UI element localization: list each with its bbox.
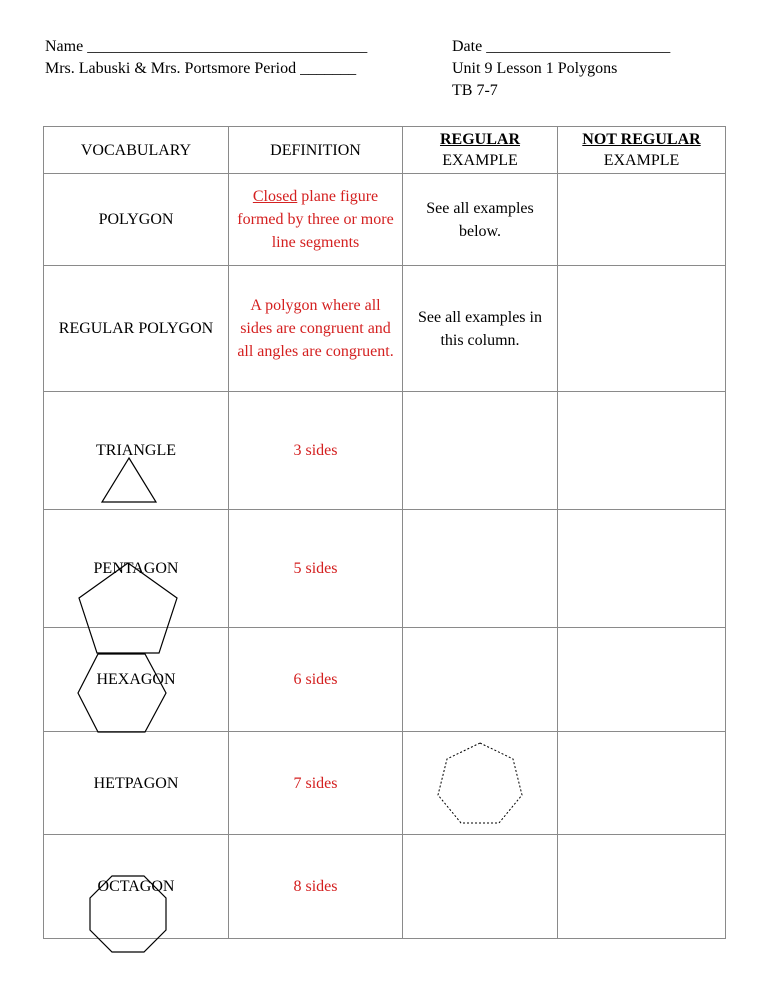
- vocabulary-table: [43, 126, 726, 939]
- definition-cell: 6 sides: [229, 628, 403, 732]
- name-line: Name ___________________________________: [45, 38, 368, 55]
- regular-example-cell: [403, 510, 558, 628]
- table-row: [44, 174, 726, 266]
- term-cell: [44, 392, 229, 510]
- regular-example-cell: [403, 628, 558, 732]
- term-label: [96, 668, 175, 691]
- term-cell: POLYGON: [44, 174, 229, 266]
- pentagon-shape: [77, 561, 179, 655]
- header-left: [45, 36, 367, 80]
- regular-example-header: [403, 127, 558, 174]
- triangle-shape: [100, 456, 158, 504]
- not-regular-example-cell: [558, 266, 726, 392]
- not-regular-example-cell: [558, 392, 726, 510]
- regular-example-cell: [403, 392, 558, 510]
- term-text: OCTAGON: [97, 878, 175, 895]
- not-regular-example-cell: [558, 174, 726, 266]
- regular-example-cell: See all examples in this column.: [403, 266, 558, 392]
- regular-example-cell: [403, 835, 558, 939]
- tb-line: TB 7-7: [452, 82, 498, 99]
- term-label: [96, 439, 176, 462]
- date-line: Date _______________________: [452, 38, 671, 55]
- definition-cell: 8 sides: [229, 835, 403, 939]
- not-regular-header-label: NOT REGULAR: [582, 131, 701, 148]
- not-regular-example-cell: [558, 510, 726, 628]
- not-regular-header-sub: EXAMPLE: [603, 152, 680, 169]
- hexagon-shape: [76, 652, 168, 734]
- not-regular-example-header: [558, 127, 726, 174]
- definition-rest: plane figure formed by three or more line segments: [237, 188, 394, 251]
- not-regular-example-cell: [558, 628, 726, 732]
- definition-cell: 3 sides: [229, 392, 403, 510]
- term-cell: REGULAR POLYGON: [44, 266, 229, 392]
- definition-lead-word: Closed: [252, 188, 298, 205]
- table-row: [44, 510, 726, 628]
- vocabulary-header: VOCABULARY: [44, 127, 229, 174]
- term-label: [94, 557, 179, 580]
- term-cell: [44, 835, 229, 939]
- term-text: TRIANGLE: [96, 442, 176, 459]
- regular-header-label: REGULAR: [439, 131, 520, 148]
- definition-header: DEFINITION: [229, 127, 403, 174]
- unit-lesson-line: Unit 9 Lesson 1 Polygons: [452, 60, 618, 77]
- table-row: [44, 835, 726, 939]
- term-cell: [44, 510, 229, 628]
- table-row: [44, 392, 726, 510]
- regular-header-sub: EXAMPLE: [442, 152, 518, 169]
- term-text: HEXAGON: [96, 671, 176, 688]
- octagon-shape: [88, 874, 168, 954]
- definition-cell: A polygon where all sides are congruent and all angles are congruent.: [229, 266, 403, 392]
- definition-cell: 5 sides: [229, 510, 403, 628]
- header-right: [452, 36, 670, 102]
- term-text: PENTAGON: [93, 560, 179, 577]
- table-header-row: [44, 127, 726, 174]
- term-label: [98, 875, 175, 898]
- regular-example-cell: See all examples below.: [403, 174, 558, 266]
- not-regular-example-cell: [558, 835, 726, 939]
- regular-example-cell: [403, 732, 558, 835]
- definition-cell: [229, 174, 403, 266]
- table-row: [44, 266, 726, 392]
- table-row: [44, 732, 726, 835]
- definition-cell: 7 sides: [229, 732, 403, 835]
- heptagon-shape: [436, 741, 524, 825]
- term-cell: HETPAGON: [44, 732, 229, 835]
- teachers-period-line: Mrs. Labuski & Mrs. Portsmore Period _______: [45, 60, 357, 77]
- not-regular-example-cell: [558, 732, 726, 835]
